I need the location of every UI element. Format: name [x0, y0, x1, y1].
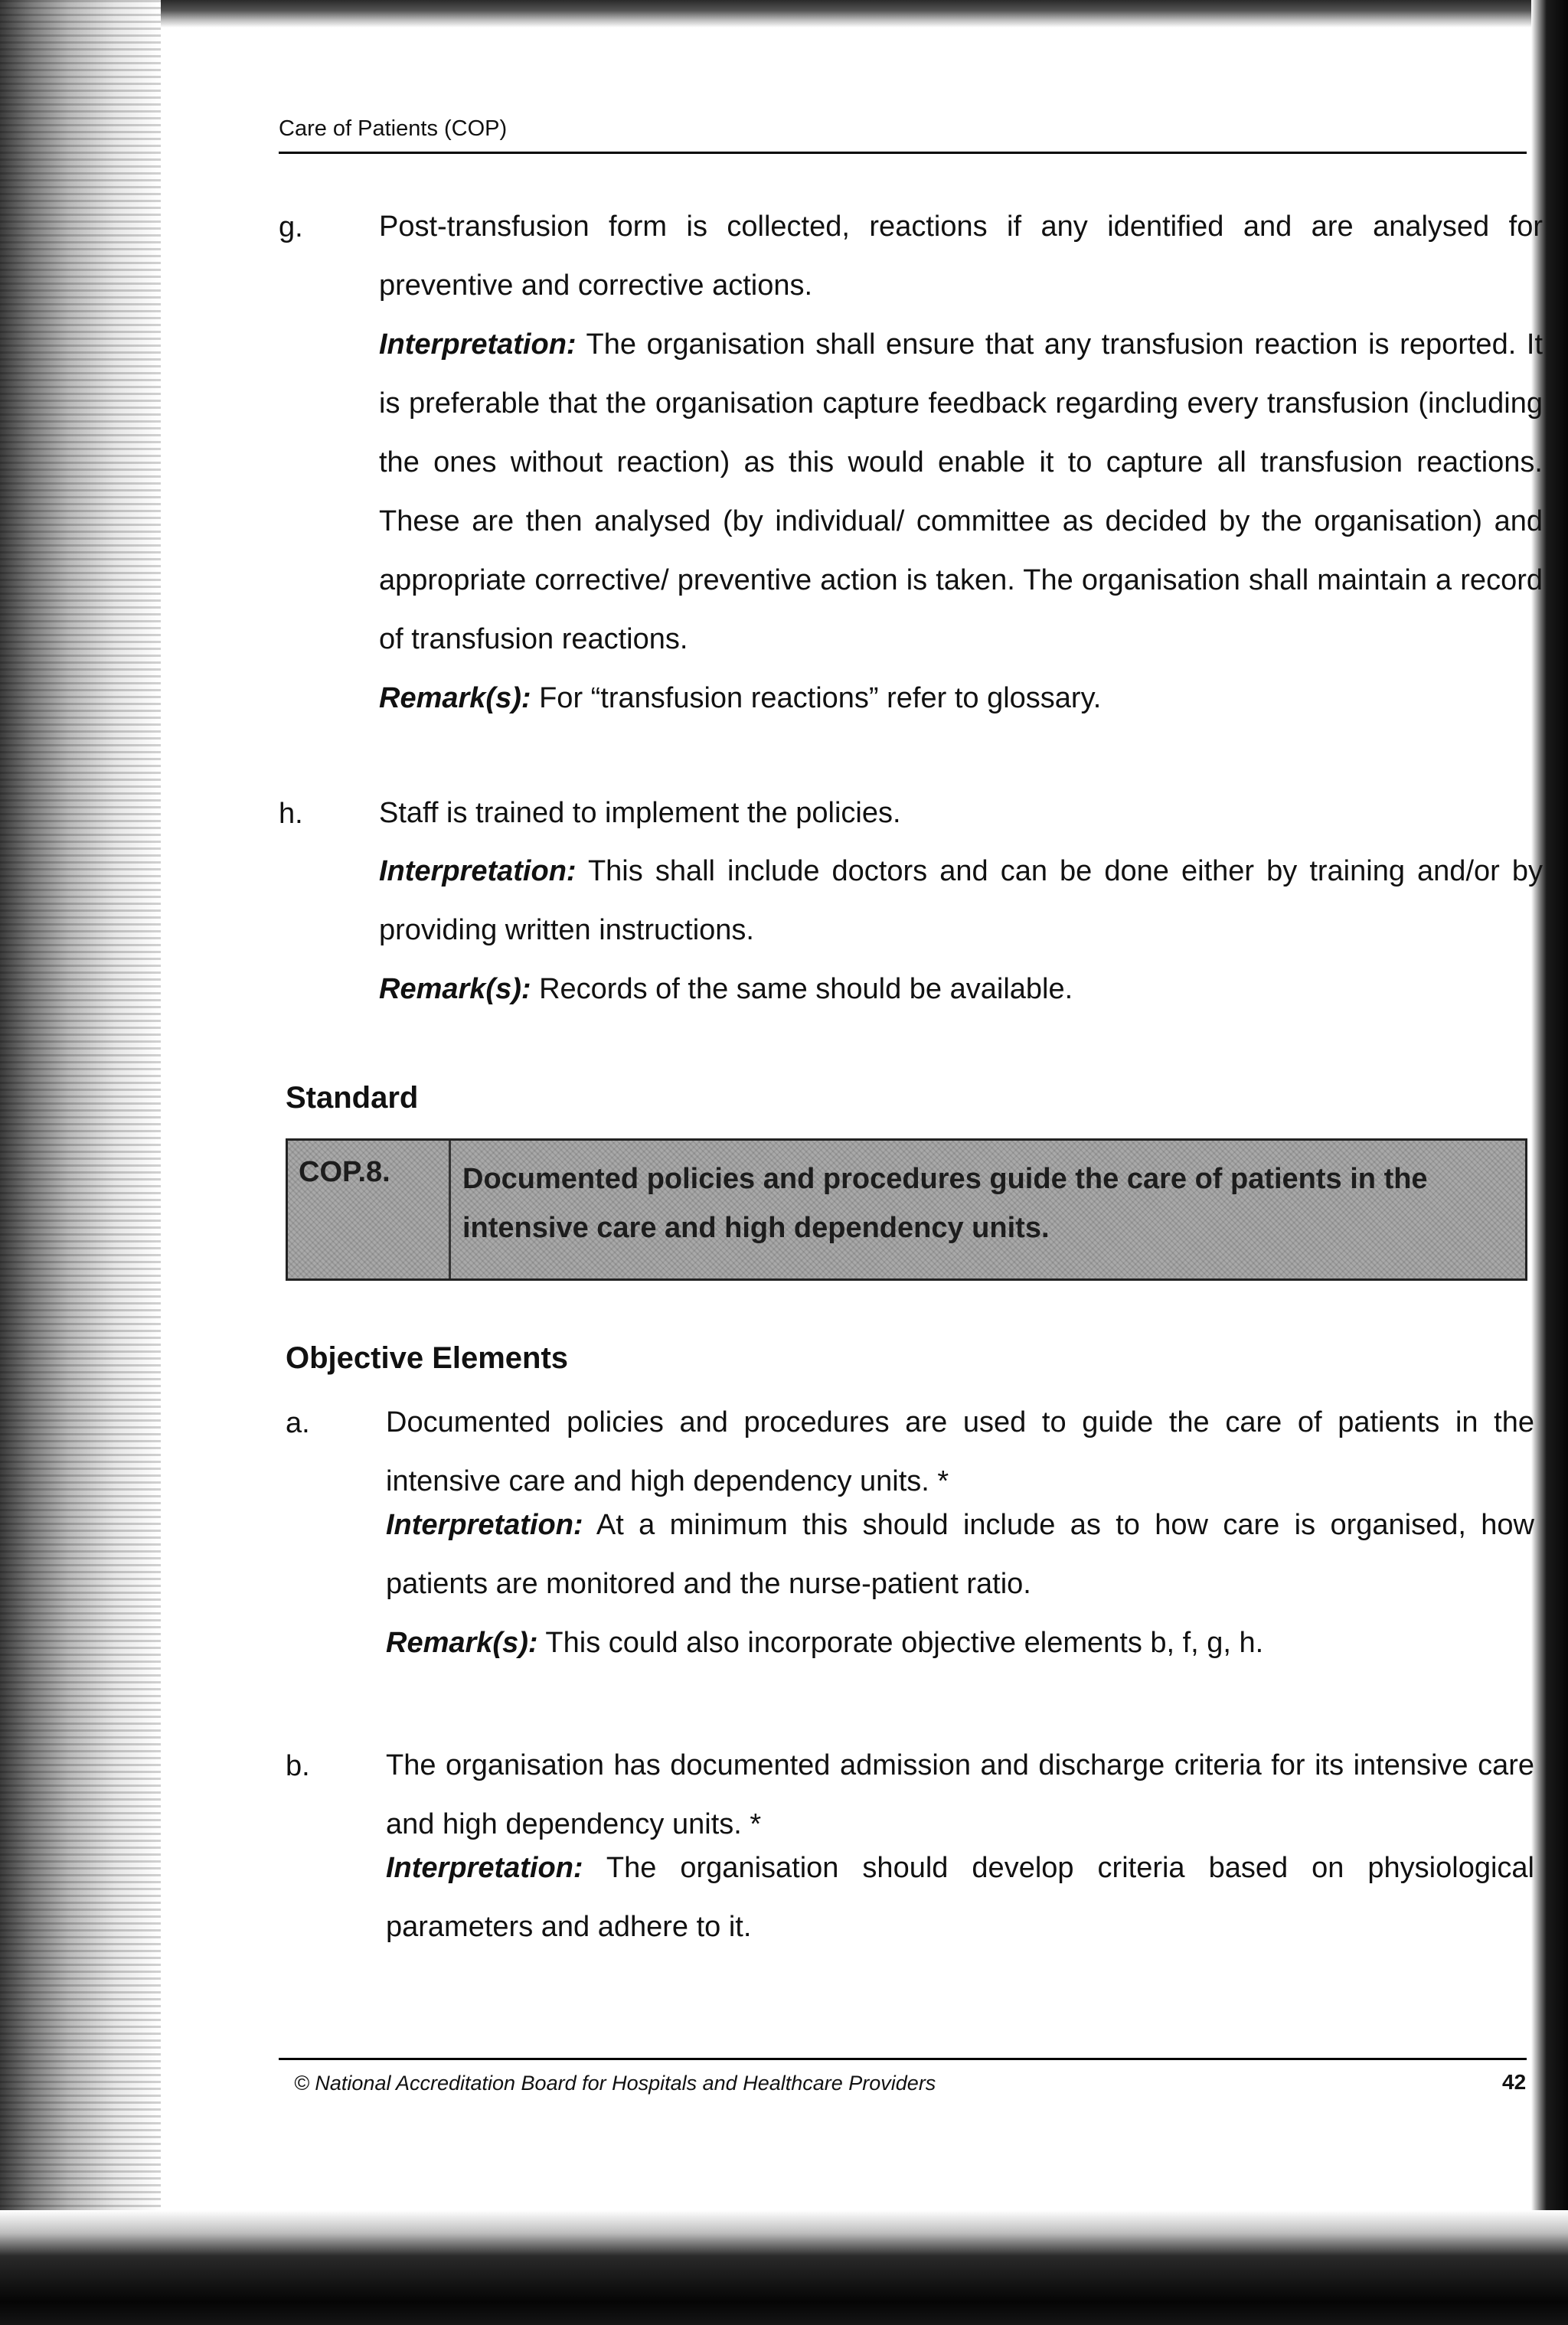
item-g-statement: Post-transfusion form is collected, reactions if any identified and are analysed for preventive and corrective actions. — [379, 211, 1543, 302]
remark-label: Remark(s): — [379, 682, 531, 714]
interpretation-label: Interpretation: — [386, 1509, 583, 1541]
interpretation-label: Interpretation: — [379, 855, 577, 887]
scan-edge-top — [0, 0, 1568, 28]
footer-copyright: © National Accreditation Board for Hospitals and Healthcare Providers — [294, 2072, 936, 2095]
element-a-letter: a. — [286, 1407, 310, 1439]
remark-label: Remark(s): — [379, 973, 531, 1005]
item-g-remark — [379, 669, 1543, 728]
item-h-interpretation — [379, 842, 1543, 960]
standard-box-divider — [449, 1141, 451, 1278]
remark-text: For “transfusion reactions” refer to glossary. — [539, 682, 1102, 714]
header-rule — [279, 152, 1527, 154]
interpretation-text: The organisation should develop criteria based on physiological parameters and adhere to it. — [386, 1852, 1534, 1943]
interpretation-label: Interpretation: — [379, 328, 577, 361]
item-h-letter: h. — [279, 798, 303, 830]
scan-edge-left — [0, 0, 161, 2325]
standard-code: COP.8. — [299, 1156, 390, 1188]
element-a-interpretation — [386, 1496, 1534, 1614]
interpretation-text: The organisation shall ensure that any transfusion reaction is reported. It is preferable that the organisation capture feedback regarding every transfusion (including the ones without reaction) as this would enable it to capture all transfusion reactions. These are then analysed (by individual/ committee as decided by the organisation) and appropriate corrective/ preventive action is taken. The organisation shall maintain a record of transfusion reactions. — [379, 328, 1543, 655]
item-g-interpretation — [379, 315, 1543, 669]
page-number: 42 — [1502, 2070, 1527, 2094]
remark-text: This could also incorporate objective elements b, f, g, h. — [545, 1627, 1264, 1659]
item-h-statement: Staff is trained to implement the policies. — [379, 797, 901, 829]
item-h-remark — [379, 960, 1543, 1019]
remark-text: Records of the same should be available. — [539, 973, 1073, 1005]
element-b-interpretation — [386, 1839, 1534, 1957]
objective-elements-heading: Objective Elements — [286, 1341, 569, 1375]
remark-label: Remark(s): — [386, 1627, 538, 1659]
element-a-remark — [386, 1614, 1534, 1673]
interpretation-text: At a minimum this should include as to how care is organised, how patients are monitored and the nurse-patient ratio. — [386, 1509, 1534, 1600]
interpretation-text: This shall include doctors and can be done either by training and/or by providing written instructions. — [379, 855, 1543, 946]
element-b-statement: The organisation has documented admission and discharge criteria for its intensive care and high dependency units. * — [386, 1749, 1534, 1840]
running-header: Care of Patients (COP) — [279, 116, 508, 141]
item-g-letter: g. — [279, 211, 303, 243]
footer-rule — [279, 2058, 1527, 2060]
scan-edge-bottom — [0, 2210, 1568, 2325]
standard-heading: Standard — [286, 1081, 419, 1115]
element-b-letter: b. — [286, 1750, 310, 1782]
standard-text: Documented policies and procedures guide the care of patients in the intensive care and high dependency units. — [462, 1163, 1428, 1244]
standard-box — [286, 1138, 1527, 1281]
element-a-statement: Documented policies and procedures are used to guide the care of patients in the intensive care and high dependency units. * — [386, 1406, 1534, 1497]
interpretation-label: Interpretation: — [386, 1852, 583, 1884]
